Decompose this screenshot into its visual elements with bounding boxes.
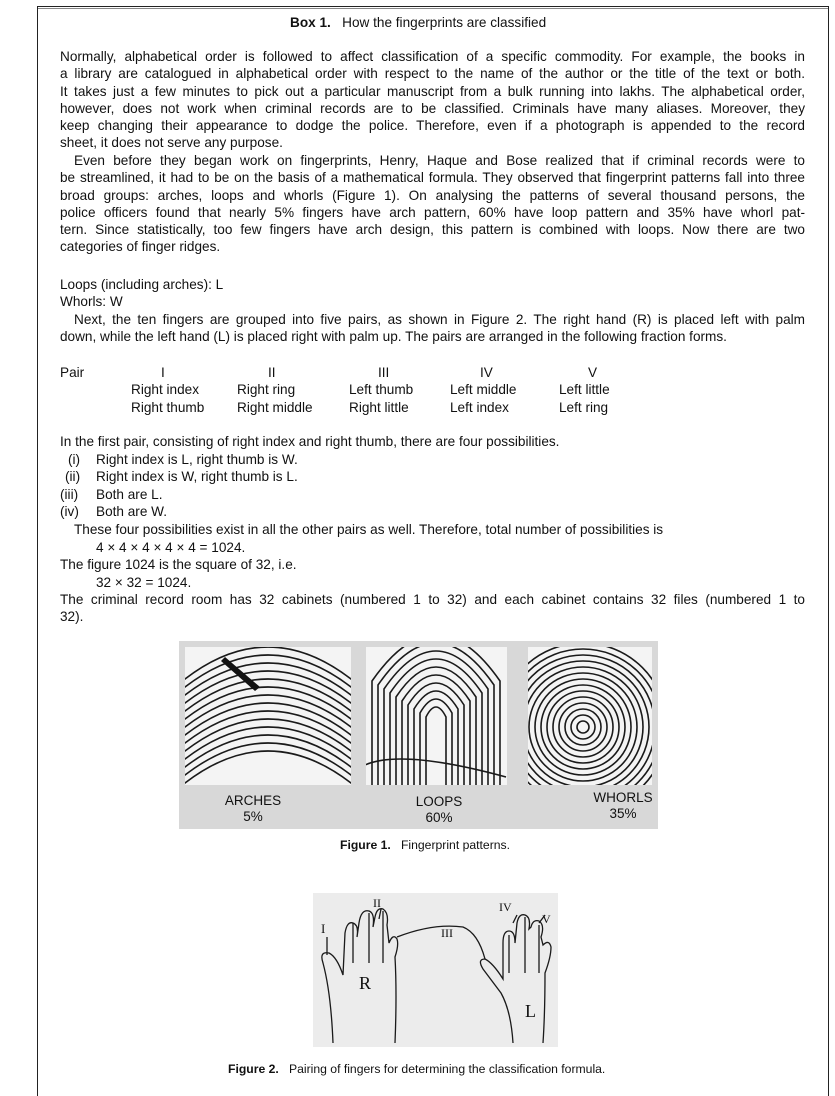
pair-num: I — [161, 365, 165, 380]
pair-bottom: Right middle — [237, 400, 313, 415]
possibility-num: (i) — [68, 452, 81, 467]
pair-top: Left thumb — [349, 382, 414, 397]
figure-2-caption-label: Figure 2. — [228, 1062, 279, 1076]
pair-num: V — [588, 365, 598, 380]
cabinet-line: The criminal record room has 32 cabinets (numbered 1 to 32) and each cabinet contains 32 files (numbered 1 to — [60, 592, 805, 607]
pair-top: Right index — [131, 382, 200, 397]
para2-line: be streamlined, it had to be on the basis of a mathematical formula. They observed that fingerprint patterns fall into three — [60, 170, 805, 186]
hands-drawing — [313, 893, 558, 1047]
para1-line: a library are catalogued in alphabetical order with respect to the name of the author or the title of the text or both. — [60, 66, 805, 82]
figure-1-caption-text: Fingerprint patterns. — [400, 838, 511, 852]
pair-bottom: Left ring — [559, 400, 609, 415]
pair-num: II — [268, 365, 276, 380]
left-hand-label: L — [525, 1001, 536, 1021]
para2-line: Even before they began work on fingerprints, Henry, Haque and Bose realized that if criminal records were to — [74, 153, 805, 168]
whorls-name: WHORLS — [593, 790, 653, 805]
para2-line: categories of finger ridges. — [60, 239, 221, 255]
total-intro: These four possibilities exist in all the other pairs as well. Therefore, total number of possibilities is — [74, 522, 664, 537]
equation-2: 32 × 32 = 1024. — [96, 575, 192, 590]
square-line: The figure 1024 is the square of 32, i.e. — [60, 557, 297, 572]
pair-label-i: I — [321, 921, 326, 936]
whorls-fingerprint — [528, 647, 652, 785]
pair-bottom: Right little — [349, 400, 409, 415]
para1-line: keep changing their appearance to dodge the police. Therefore, even if a photograph is appended to the record — [60, 118, 805, 134]
loops-fingerprint — [366, 647, 507, 785]
pair-top: Right ring — [237, 382, 296, 397]
arches-pct: 5% — [243, 809, 263, 824]
paragraph-2 — [60, 152, 805, 256]
para2-line: police officers found that nearly 5% fingers have arch pattern, 60% have loop pattern and 35% have whorl pat- — [60, 204, 805, 220]
arches-label — [209, 793, 297, 825]
figure-1-image — [179, 641, 658, 829]
para3-line: down, while the left hand (L) is placed right with palm up. The pairs are arranged in the following fraction forms. — [60, 329, 727, 345]
possibility-text: Both are W. — [96, 504, 168, 519]
pair-label-iii: III — [441, 926, 453, 940]
equation-1: 4 × 4 × 4 × 4 × 4 = 1024. — [96, 540, 246, 555]
possibility-num: (iv) — [60, 504, 79, 519]
possibility-num: (ii) — [65, 469, 81, 484]
whorls-pct: 35% — [609, 806, 637, 821]
paragraph-1 — [60, 48, 805, 152]
paragraph-3 — [60, 311, 805, 346]
box-title-text: How the fingerprints are classified — [342, 15, 547, 30]
figure-1-caption-label: Figure 1. — [340, 838, 391, 852]
para1-line: however, does not work when criminal records are to be classified. Criminals have many aliases. Moreover, they — [60, 100, 805, 116]
pair-num: IV — [480, 365, 493, 380]
box-title — [290, 14, 546, 31]
whorls-label — [579, 790, 667, 822]
loops-line: Loops (including arches): L — [60, 277, 224, 292]
cabinet-line: 32). — [60, 609, 84, 625]
figure-2-caption — [228, 1061, 605, 1078]
para1-line: It takes just a few minutes to pick out a particular manuscript from a bulk running into lakhs. The alphabetical order, — [60, 83, 805, 99]
pair-label-ii: II — [373, 896, 381, 910]
possibility-num: (iii) — [60, 487, 79, 502]
whorls-line: Whorls: W — [60, 294, 123, 309]
arches-fingerprint — [185, 647, 351, 785]
pair-num: III — [378, 365, 390, 380]
para1-line: sheet, it does not serve any purpose. — [60, 135, 283, 151]
para2-line: tern. Since statistically, too few fingers have arch design, this pattern is combined with loops. Now there are two — [60, 222, 805, 238]
pair-bottom: Left index — [450, 400, 509, 415]
pair-top: Left little — [559, 382, 610, 397]
figure-2-caption-text: Pairing of fingers for determining the classification formula. — [288, 1062, 606, 1076]
para3-line: Next, the ten fingers are grouped into five pairs, as shown in Figure 2. The right hand (R) is placed left with palm — [74, 312, 805, 327]
arches-name: ARCHES — [224, 793, 282, 808]
right-hand-label: R — [359, 973, 372, 993]
possibility-text: Right index is L, right thumb is W. — [96, 452, 298, 467]
cabinet-paragraph — [60, 591, 805, 626]
loops-pct: 60% — [425, 810, 453, 825]
box-title-label: Box 1. — [290, 15, 331, 30]
loops-label — [395, 794, 483, 826]
first-pair-intro: In the first pair, consisting of right index and right thumb, there are four possibilities. — [60, 434, 560, 449]
loops-name: LOOPS — [415, 794, 463, 809]
pair-label: Pair — [60, 365, 85, 380]
para1-line: Normally, alphabetical order is followed to affect classification of a specific commodity. For example, the books in — [60, 49, 805, 64]
pair-label-iv: IV — [499, 900, 512, 914]
possibility-text: Right index is W, right thumb is L. — [96, 469, 298, 484]
figure-1-caption — [340, 837, 510, 854]
pair-bottom: Right thumb — [131, 400, 205, 415]
figure-2-image — [313, 893, 558, 1047]
pair-top: Left middle — [450, 382, 517, 397]
possibility-text: Both are L. — [96, 487, 163, 502]
pair-label-v: V — [542, 912, 551, 926]
para2-line: broad groups: arches, loops and whorls (Figure 1). On analysing the patterns of several thousand persons, the — [60, 187, 805, 203]
